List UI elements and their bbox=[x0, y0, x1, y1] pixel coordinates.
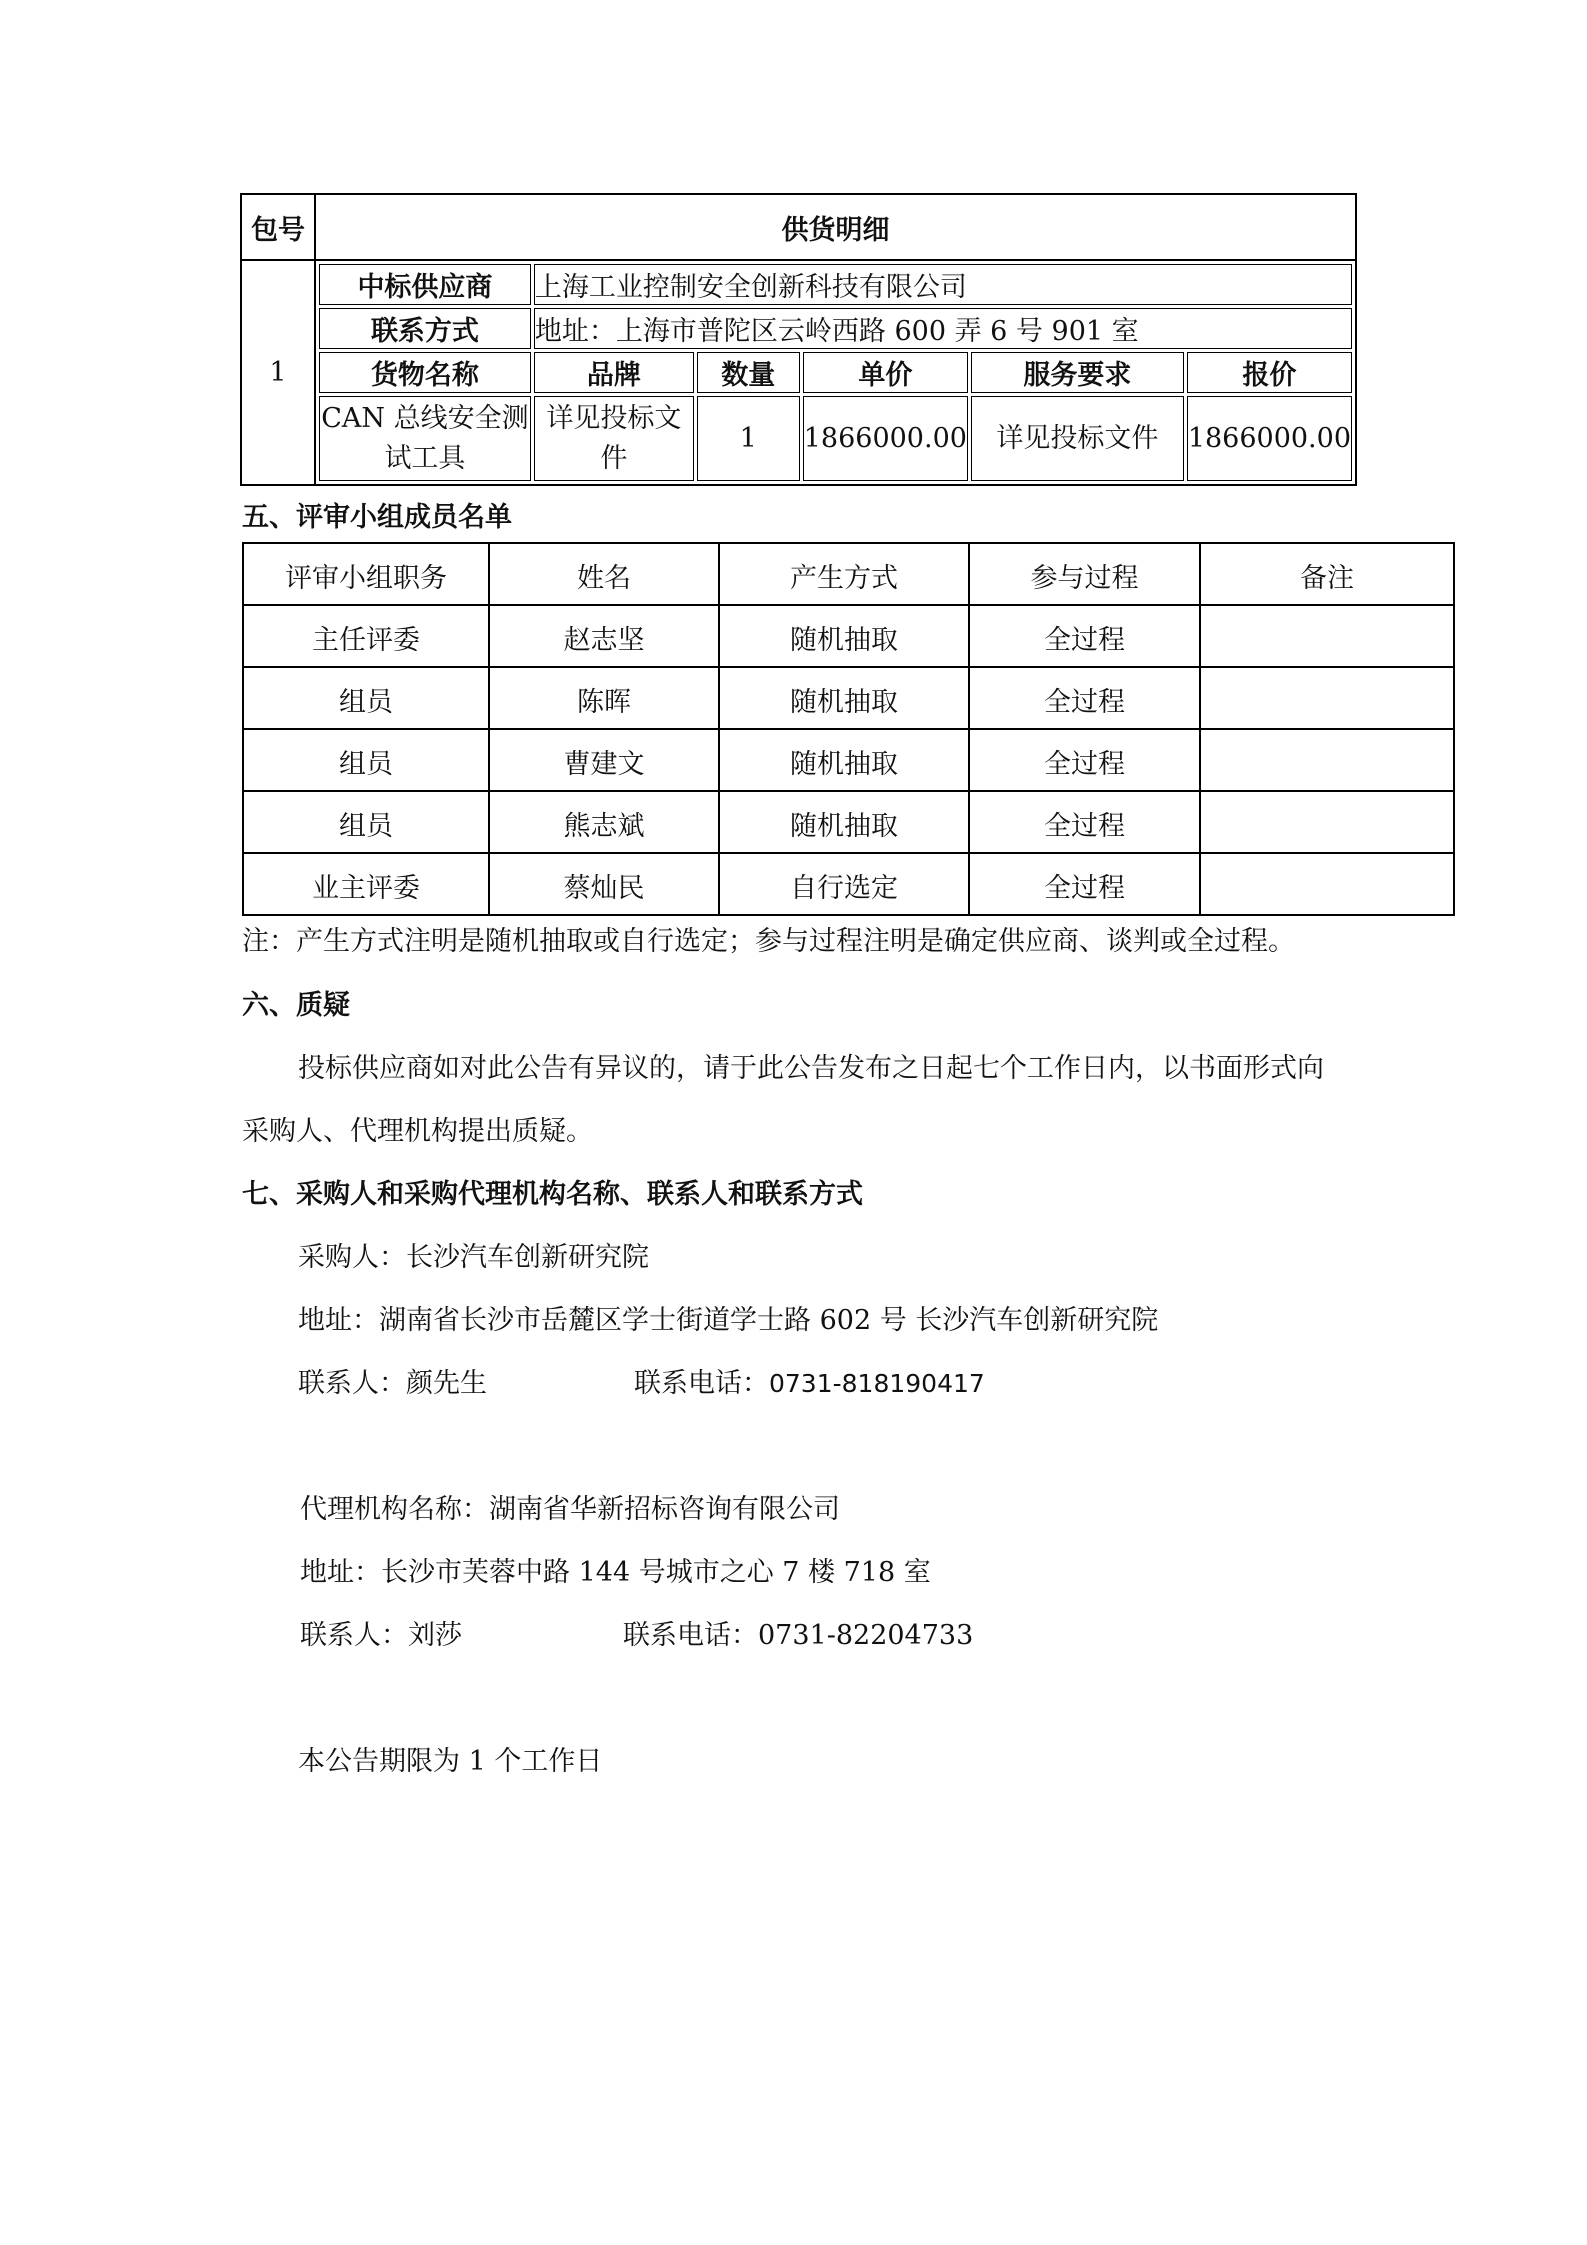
purchaser-contact: 联系人：颜先生 bbox=[298, 1368, 487, 1399]
review-panel-table bbox=[242, 542, 1455, 916]
item-unit-price: 1866000.00 bbox=[803, 396, 968, 481]
table-row: 业主评委 蔡灿民 自行选定 全过程 bbox=[243, 853, 1454, 915]
purchaser-phone: 联系电话：0731-818190417 bbox=[634, 1368, 985, 1399]
supply-detail-table bbox=[316, 261, 1355, 484]
review-header-row bbox=[243, 543, 1454, 605]
section5-title: 五、评审小组成员名单 bbox=[242, 502, 512, 533]
section6-title: 六、质疑 bbox=[242, 990, 350, 1021]
item-name: CAN 总线安全测 试工具 bbox=[319, 396, 531, 481]
table-row: 组员 陈晖 随机抽取 全过程 bbox=[243, 667, 1454, 729]
announcement-period: 本公告期限为 1 个工作日 bbox=[298, 1746, 603, 1777]
purchaser-name: 采购人：长沙汽车创新研究院 bbox=[298, 1242, 649, 1273]
package-header: 包号 bbox=[241, 194, 315, 260]
item-quantity: 1 bbox=[697, 396, 800, 481]
item-service: 详见投标文件 bbox=[971, 396, 1184, 481]
agency-name: 代理机构名称：湖南省华新招标咨询有限公司 bbox=[300, 1494, 840, 1525]
col-unit-price: 单价 bbox=[803, 352, 968, 393]
agency-phone: 联系电话：0731-82204733 bbox=[623, 1620, 974, 1651]
item-brand: 详见投标文 件 bbox=[534, 396, 694, 481]
table-row: 组员 曹建文 随机抽取 全过程 bbox=[243, 729, 1454, 791]
review-col-remark: 备注 bbox=[1200, 543, 1454, 605]
objection-paragraph-line2: 采购人、代理机构提出质疑。 bbox=[242, 1116, 593, 1147]
review-note: 注：产生方式注明是随机抽取或自行选定；参与过程注明是确定供应商、谈判或全过程。 bbox=[242, 926, 1295, 957]
section7-title: 七、采购人和采购代理机构名称、联系人和联系方式 bbox=[242, 1179, 863, 1210]
review-col-process: 参与过程 bbox=[969, 543, 1200, 605]
winner-value: 上海工业控制安全创新科技有限公司 bbox=[534, 264, 1352, 305]
review-col-method: 产生方式 bbox=[719, 543, 969, 605]
col-brand: 品牌 bbox=[534, 352, 694, 393]
objection-paragraph-line1: 投标供应商如对此公告有异议的，请于此公告发布之日起七个工作日内，以书面形式向 bbox=[298, 1053, 1324, 1084]
review-col-role: 评审小组职务 bbox=[243, 543, 489, 605]
item-quote: 1866000.00 bbox=[1187, 396, 1352, 481]
package-number: 1 bbox=[241, 260, 315, 485]
detail-header: 供货明细 bbox=[315, 194, 1356, 260]
agency-contact: 联系人：刘莎 bbox=[300, 1620, 462, 1651]
purchaser-address: 地址：湖南省长沙市岳麓区学士街道学士路 602 号 长沙汽车创新研究院 bbox=[298, 1305, 1159, 1336]
supply-table bbox=[240, 193, 1357, 486]
col-quote: 报价 bbox=[1187, 352, 1352, 393]
contact-value: 地址：上海市普陀区云岭西路 600 弄 6 号 901 室 bbox=[534, 308, 1352, 349]
contact-label: 联系方式 bbox=[319, 308, 531, 349]
table-row: 组员 熊志斌 随机抽取 全过程 bbox=[243, 791, 1454, 853]
table-row: 主任评委 赵志坚 随机抽取 全过程 bbox=[243, 605, 1454, 667]
col-quantity: 数量 bbox=[697, 352, 800, 393]
winner-label: 中标供应商 bbox=[319, 264, 531, 305]
agency-address: 地址：长沙市芙蓉中路 144 号城市之心 7 楼 718 室 bbox=[300, 1557, 931, 1588]
review-col-name: 姓名 bbox=[489, 543, 719, 605]
col-service: 服务要求 bbox=[971, 352, 1184, 393]
col-goods-name: 货物名称 bbox=[319, 352, 531, 393]
